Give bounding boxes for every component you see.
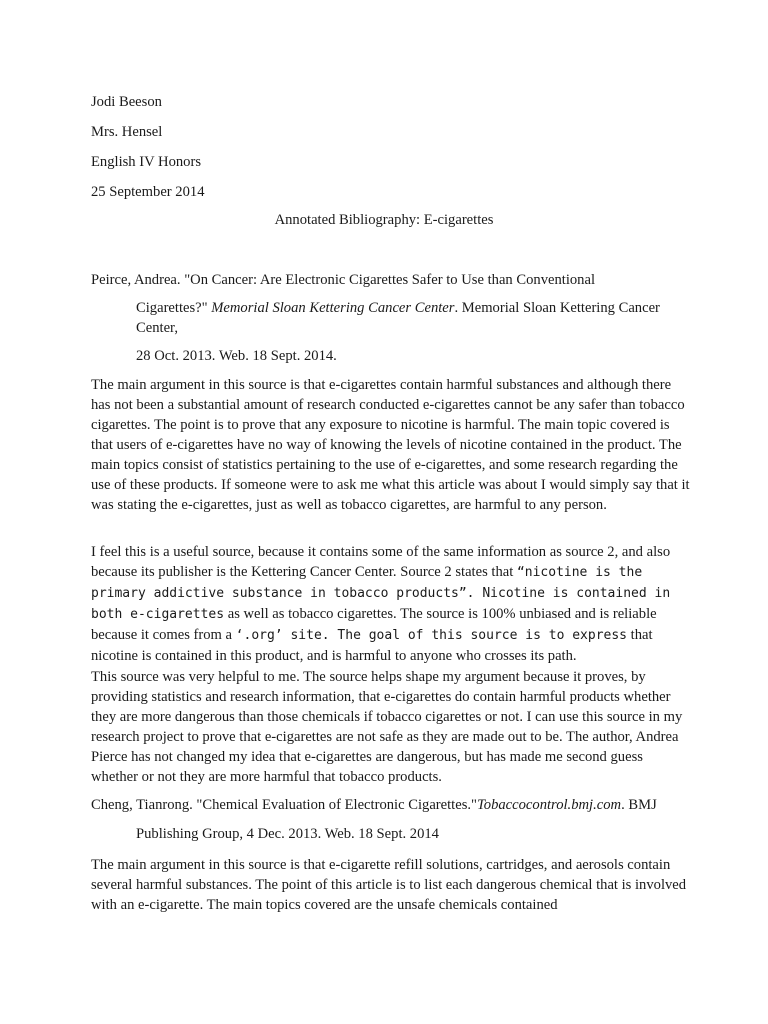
evaluation-site-note: ‘.org’ site. The goal of this source is to express [235, 628, 628, 643]
annotation-1-evaluation [91, 542, 691, 666]
course-name: English IV Honors [91, 154, 201, 170]
citation-1-line-1: Peirce, Andrea. "On Cancer: Are Electronic Cigarettes Safer to Use than Conventional [91, 272, 596, 288]
document-date: 25 September 2014 [91, 184, 205, 200]
student-name: Jodi Beeson [91, 94, 162, 110]
evaluation-text-e: that nicotine is contained in this product, and is harmful to anyone who crosses its path. [91, 627, 653, 664]
citation-1-source-title: Memorial Sloan Kettering Cancer Center [211, 300, 455, 316]
annotation-2-summary [91, 855, 691, 915]
evaluation-text-c: as well as tobacco cigarettes. The source is 100% unbiased and is reliable because it comes from a [91, 606, 657, 643]
citation-2-line-1 [91, 795, 657, 815]
citation-2-source-title: Tobaccocontrol.bmj.com [477, 797, 622, 813]
annotation-1-summary [91, 375, 691, 515]
annotation-1-reflection [91, 667, 691, 787]
evaluation-text-a: I feel this is a useful source, because it contains some of the same information as source 2, and also because its publisher is the Kettering Cancer Center. Source 2 states that [91, 544, 671, 580]
citation-2-post: . BMJ [621, 797, 657, 813]
teacher-name: Mrs. Hensel [91, 124, 163, 140]
citation-1-line-3: 28 Oct. 2013. Web. 18 Sept. 2014. [136, 348, 337, 364]
citation-1-line-2 [136, 298, 696, 338]
citation-2-pre: Cheng, Tianrong. "Chemical Evaluation of Electronic Cigarettes." [91, 797, 478, 813]
annotation-1-summary-text: The main argument in this source is that e-cigarettes contain harmful substances and although there has not been a substantial amount of research conducted e-cigarettes cannot be any safer than tobacco cigarettes. The point is to prove that any exposure to nicotine is harmful. The main topic covered is that users of e-cigarettes have no way of knowing the levels of nicotine contained in the product. The main topics consist of statistics pertaining to the use of e-cigarettes, and some research regarding the use of these products. If someone were to ask me what this article was about I would simply say that it was stating the e-cigarettes, just as well as tobacco cigarettes, are harmful to any person. [91, 377, 690, 513]
document-title: Annotated Bibliography: E-cigarettes [274, 212, 494, 228]
citation-2-line-2: Publishing Group, 4 Dec. 2013. Web. 18 Sept. 2014 [136, 826, 439, 842]
annotation-2-summary-text: The main argument in this source is that e-cigarette refill solutions, cartridges, and aerosols contain several harmful substances. The point of this article is to list each dangerous chemical that is involved with an e-cigarette. The main topics covered are the unsafe chemicals contained [91, 857, 687, 913]
citation-1-pre: Cigarettes?" [136, 300, 212, 316]
annotation-1-reflection-text: This source was very helpful to me. The source helps shape my argument because it proves, by providing statistics and research information, that e-cigarettes do contain harmful products whether they are more dangerous than those chemicals if tobacco cigarettes or not. I can use this source in my research project to prove that e-cigarettes are not safe as they are made out to be. The author, Andrea Pierce has not changed my idea that e-cigarettes are dangerous, but has made me second guess whether or not they are more harmful that tobacco products. [91, 669, 683, 785]
evaluation-quote: “nicotine is the primary addictive substance in tobacco products”. Nicotine is contained in both e-cigarettes [91, 565, 671, 622]
citation-1-post: . Memorial Sloan Kettering Cancer Center, [136, 300, 660, 336]
